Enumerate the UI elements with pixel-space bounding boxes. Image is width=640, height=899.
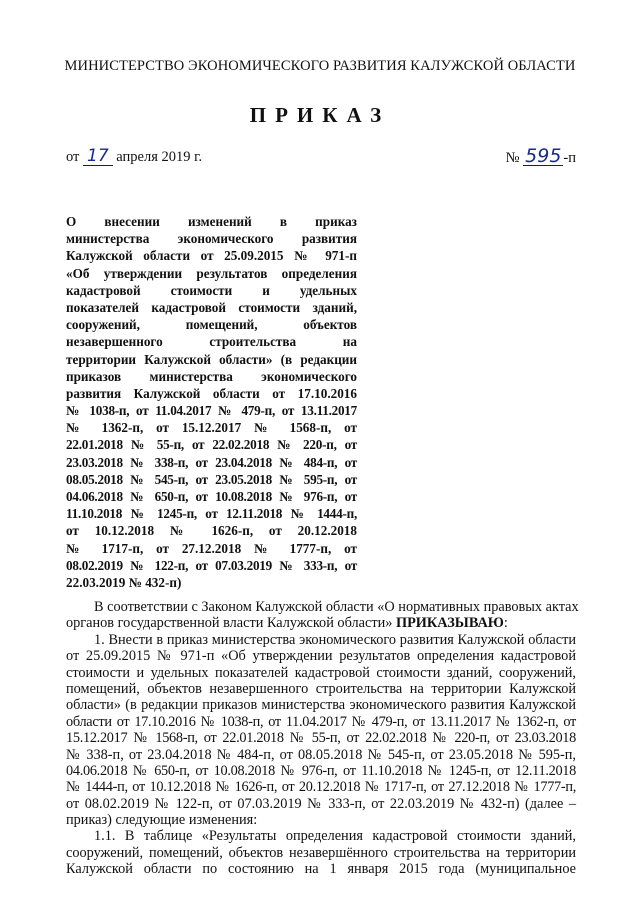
item1-line: области от 17.10.2016 № 1038-п, от 11.04.2017 № 479-п, от 13.11.2017 № 1362-п, от [66, 713, 576, 730]
subject-line: 11.10.2018 № 1245-п, от 12.11.2018 № 1444-п, [66, 506, 357, 522]
handwritten-day: 17 [83, 148, 113, 166]
subject-line: незавершенного строительства на [66, 334, 357, 350]
date-month-year: апреля 2019 г. [116, 149, 203, 165]
item11-line: Калужской области по состоянию на 1 января 2015 года (муниципальное [66, 861, 576, 878]
item1-line: от 08.02.2019 № 122-п, от 07.03.2019 № 333-п, от 22.03.2019 № 432-п) (далее – [66, 795, 576, 812]
number-suffix: -п [563, 150, 576, 166]
item1-line: 15.12.2017 № 1568-п, от 22.01.2018 № 55-п, от 22.02.2018 № 220-п, от 23.03.2018 [66, 730, 576, 747]
item1-line: помещений, объектов незавершенного строительства на территории Калужской [66, 680, 576, 697]
item1-line: стоимости и удельных показателей кадастровой стоимости зданий, сооружений, [66, 664, 576, 681]
subject-line: О внесении изменений в приказ [66, 214, 357, 229]
decree-colon: : [503, 615, 508, 632]
item1-line: области» (в редакции приказов министерства экономического развития Калужской [66, 697, 576, 714]
decree-word: ПРИКАЗЫВАЮ [395, 615, 504, 632]
subject-line: сооружений, помещений, объектов [66, 317, 357, 333]
item1-line: 04.06.2018 № 650-п, от 10.08.2018 № 976-п, от 11.10.2018 № 1245-п, от 12.11.2018 [66, 762, 576, 779]
intro-line [66, 615, 576, 631]
item1-line: № 1444-п, от 10.12.2018 № 1626-п, от 20.12.2018 № 1717-п, от 27.12.2018 № 1777-п, [66, 779, 576, 796]
subject-line: территории Калужской области» (в редакции [66, 351, 357, 367]
intro-line-text: органов государственной власти Калужской области» [66, 615, 393, 632]
subject-line: министерства экономического развития [66, 231, 357, 247]
subject-line: «Об утверждении результатов определения [66, 265, 357, 281]
number-sign: № [505, 150, 520, 166]
handwritten-number: 595 [525, 145, 562, 167]
ministry-name: МИНИСТЕРСТВО ЭКОНОМИЧЕСКОГО РАЗВИТИЯ КАЛУЖСКОЙ ОБЛАСТИ [64, 58, 576, 74]
item11-line: 1.1. В таблице «Результаты определения кадастровой стоимости зданий, [94, 828, 576, 845]
subject-line: показателей кадастровой стоимости зданий, [66, 299, 357, 315]
subject-line: 08.05.2018 № 545-п, от 23.05.2018 № 595-п, от [66, 471, 357, 487]
date-number-row [66, 145, 576, 174]
subject-line: кадастровой стоимости и удельных [66, 282, 357, 298]
intro-line: В соответствии с Законом Калужской области «О нормативных правовых актах [94, 599, 579, 615]
order-date [66, 148, 202, 166]
item11-line: сооружений, помещений, объектов незавершённого строительства на территории [66, 844, 576, 861]
item1-line: от 25.09.2015 № 971-п «Об утверждении результатов определения кадастровой [66, 648, 576, 665]
subject-line: № 1038-п, от 11.04.2017 № 479-п, от 13.11.2017 [66, 403, 357, 419]
order-subject [66, 213, 357, 591]
subject-line: 04.06.2018 № 650-п, от 10.08.2018 № 976-п, от [66, 489, 357, 504]
subject-line: Калужской области от 25.09.2015 № 971-п [66, 248, 357, 264]
item1-line: № 338-п, от 23.04.2018 № 484-п, от 08.05.2018 № 545-п, от 23.05.2018 № 595-п, [66, 746, 576, 763]
item1-line: 1. Внести в приказ министерства экономического развития Калужской области [94, 631, 576, 648]
order-number [505, 145, 576, 167]
subject-line: № 1362-п, от 15.12.2017 № 1568-п, от [66, 420, 357, 436]
subject-line: 08.02.2019 № 122-п, от 07.03.2019 № 333-п, от [66, 557, 357, 573]
subject-line: развития Калужской области от 17.10.2016 [66, 385, 357, 401]
date-prefix: от [66, 149, 80, 165]
document-title: ПРИКАЗ [249, 103, 391, 127]
subject-line: № 1717-п, от 27.12.2018 № 1777-п, от [66, 540, 357, 556]
subject-line: от 10.12.2018 № 1626-п, от 20.12.2018 [66, 523, 357, 539]
subject-line: 22.03.2019 № 432-п) [66, 574, 182, 590]
order-body [66, 599, 579, 878]
subject-line: 23.03.2018 № 338-п, от 23.04.2018 № 484-п, от [66, 454, 357, 470]
item1-line: приказ) следующие изменения: [66, 812, 258, 829]
subject-line: 22.01.2018 № 55-п, от 22.02.2018 № 220-п, от [66, 437, 357, 453]
subject-line: приказов министерства экономического [66, 368, 357, 384]
